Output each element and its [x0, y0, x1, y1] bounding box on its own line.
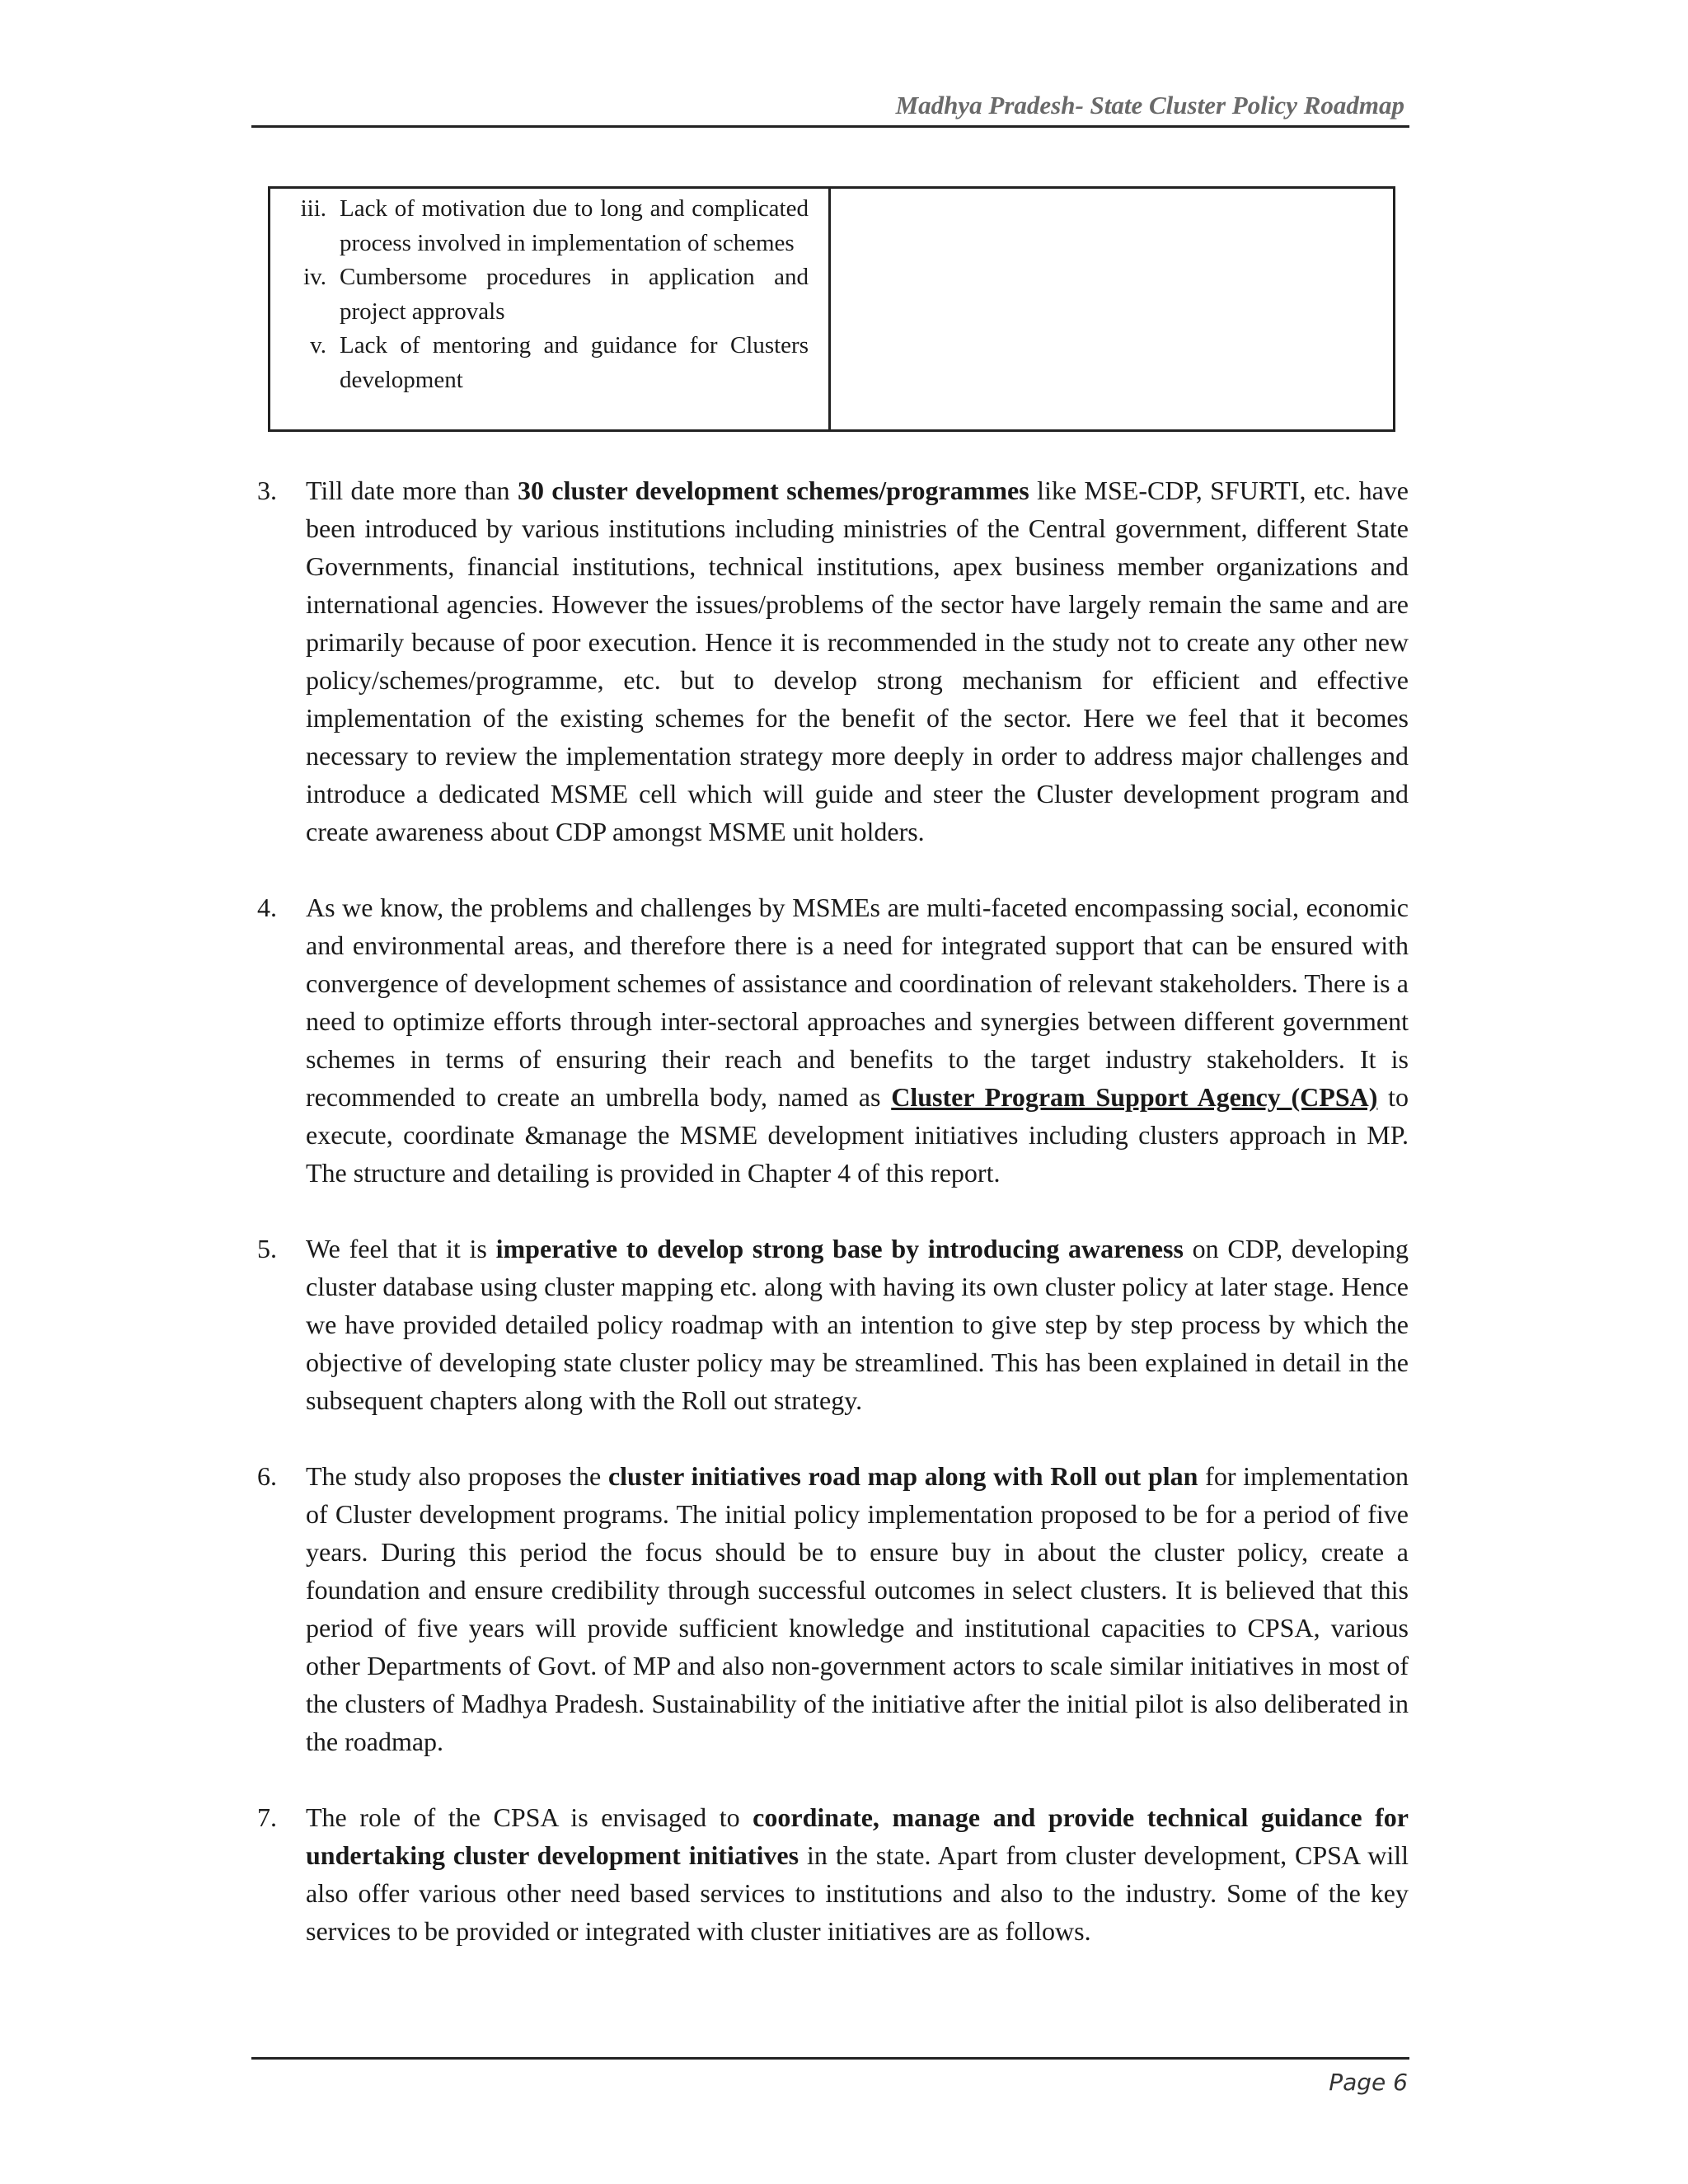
text-segment: in the state. Apart from cluster development, CPSA will also offer various other need based services to institutions and also to the industry. Some of the key services to be provided or integrated with cluster initiatives are as follows. — [306, 1840, 1409, 1946]
bold-phrase: 30 cluster development schemes/programmes — [517, 476, 1029, 505]
challenge-number: iii. — [300, 195, 326, 222]
document-title: Madhya Pradesh- State Cluster Policy Roadmap — [895, 91, 1404, 120]
paragraph-number: 6. — [257, 1461, 277, 1491]
text-segment: on CDP, developing cluster database using cluster mapping etc. along with having its own cluster policy at later stage. Hence we have provided detailed policy roadmap with an intention to give step by step process by which the objective of developing state cluster policy may be streamlined. This has been explained in detail in the subsequent chapters along with the Roll out strategy. — [306, 1234, 1409, 1415]
cpsa-term: Cluster Program Support Agency (CPSA) — [891, 1082, 1378, 1112]
text-segment: The study also proposes the — [306, 1461, 608, 1491]
challenge-item-v — [270, 329, 809, 397]
paragraph-6 — [257, 1457, 1409, 1760]
challenge-item-iv — [270, 260, 809, 329]
text-segment: The role of the CPSA is envisaged to — [306, 1802, 753, 1832]
text-segment: Till date more than — [306, 476, 518, 505]
challenge-number: iv. — [303, 264, 326, 290]
text-segment: like MSE-CDP, SFURTI, etc. have been introduced by various institutions including ministries of the Central government, different State Governments, financial institutions, technical institutions, apex business member organizations and international agencies. However the issues/problems of the sector have largely remain the same and are primarily because of poor execution. Hence it is recommended in the study not to create any other new policy/schemes/programme, etc. but to develop strong mechanism for efficient and effective implementation of the existing schemes for the benefit of the sector. Here we feel that it becomes necessary to review the implementation strategy more deeply in order to address major challenges and introduce a dedicated MSME cell which will guide and steer the Cluster development program and create awareness about CDP amongst MSME unit holders. — [306, 476, 1409, 846]
numbered-paragraphs — [257, 471, 1409, 1988]
challenge-text: Lack of mentoring and guidance for Clusters development — [340, 332, 809, 393]
text-segment: As we know, the problems and challenges by MSMEs are multi-faceted encompassing social, economic and environmental areas, and therefore there is a need for integrated support that can be ensured with convergence of development schemes of assistance and coordination of relevant stakeholders. There is a need to optimize efforts through inter-sectoral approaches and synergies between different government schemes in terms of ensuring their reach and benefits to the target industry stakeholders. It is recommended to create an umbrella body, named as — [306, 893, 1409, 1112]
footer-divider — [251, 2057, 1409, 2060]
text-segment: to execute, coordinate &manage the MSME development initiatives including clusters approach in MP. The structure and detailing is provided in Chapter 4 of this report. — [306, 1082, 1409, 1188]
page-header — [251, 89, 1409, 128]
paragraph-5 — [257, 1230, 1409, 1419]
paragraph-7 — [257, 1798, 1409, 1950]
paragraph-number: 7. — [257, 1802, 277, 1832]
challenges-table — [268, 186, 1395, 432]
challenge-number: v. — [310, 332, 326, 359]
text-segment: We feel that it is — [306, 1234, 496, 1263]
challenges-cell — [270, 189, 831, 429]
empty-table-cell — [831, 189, 1393, 429]
text-segment: for implementation of Cluster development programs. The initial policy implementation proposed to be for a period of five years. During this period the focus should be to ensure buy in about the cluster policy, create a foundation and ensure credibility through successful outcomes in select clusters. It is believed that this period of five years will provide sufficient knowledge and institutional capacities to CPSA, various other Departments of Govt. of MP and also non-government actors to scale similar initiatives in most of the clusters of Madhya Pradesh. Sustainability of the initiative after the initial pilot is also deliberated in the roadmap. — [306, 1461, 1409, 1756]
paragraph-number: 4. — [257, 893, 277, 922]
paragraph-number: 3. — [257, 476, 277, 505]
challenge-text: Cumbersome procedures in application and project approvals — [340, 264, 809, 325]
paragraph-number: 5. — [257, 1234, 277, 1263]
bold-phrase: coordinate, manage and provide technical guidance for undertaking cluster development initiatives — [306, 1802, 1409, 1870]
challenge-item-iii — [270, 192, 809, 260]
paragraph-4 — [257, 888, 1409, 1192]
page-number: Page 6 — [1329, 2069, 1408, 2096]
challenge-text: Lack of motivation due to long and complicated process involved in implementation of schemes — [340, 195, 809, 256]
bold-phrase: imperative to develop strong base by introducing awareness — [495, 1234, 1184, 1263]
bold-phrase: cluster initiatives road map along with Roll out plan — [607, 1461, 1198, 1491]
paragraph-3 — [257, 471, 1409, 851]
